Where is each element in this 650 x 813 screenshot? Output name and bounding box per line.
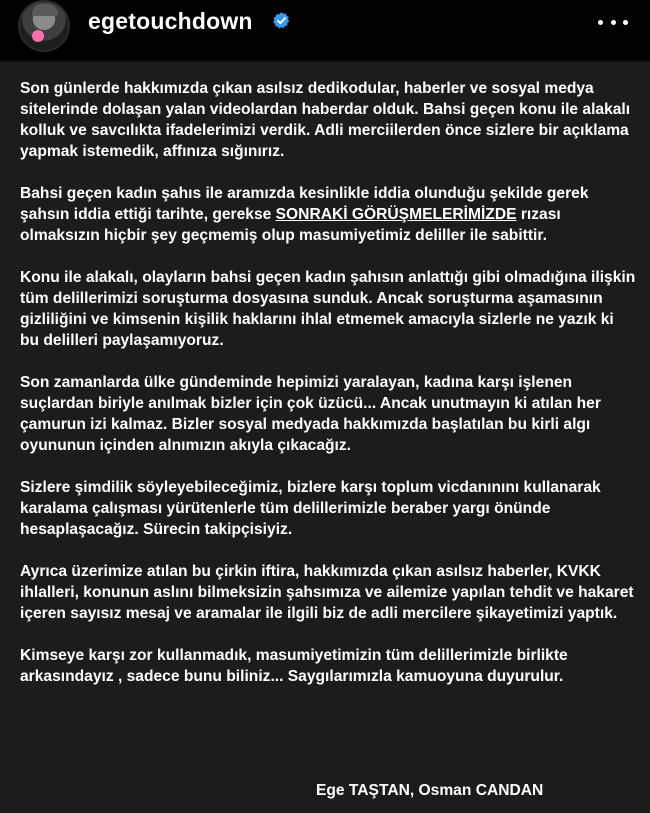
avatar-cap-shape bbox=[32, 4, 58, 16]
profile-avatar[interactable] bbox=[18, 0, 70, 52]
signature: Ege TAŞTAN, Osman CANDAN bbox=[316, 782, 544, 799]
verified-badge-icon bbox=[272, 11, 291, 30]
paragraph-1: Son günlerde hakkımızda çıkan asılsız dedikodular, haberler ve sosyal medya sitelerinde dolaşan yalan videolardan haberdar olduk. Bahsi geçen konu ile alakalı kolluk ve savcılıkta ifadelerimizi verdik. Adli merciilerden önce sizlere bir açıklama yapmak istemedik, affınıza sığınırız. bbox=[20, 80, 631, 160]
statement-text bbox=[20, 78, 636, 708]
more-dot-1 bbox=[598, 20, 603, 25]
paragraph-6: Ayrıca üzerimize atılan bu çirkin iftira, hakkımızda çıkan asılsız haberler, KVKK ihlalleri, konunun aslını bilmeksizin şahsımıza ve ailemize yapılan tehdit ve hakaret içeren sayısız mesaj ve aramalar ile ilgili biz de adli mercilere şikayetimizi yaptık. bbox=[20, 563, 634, 622]
paragraph-5: Sizlere şimdilik söyleyebileceğimiz, bizlere karşı toplum vicdanınını kullanarak karalama çalışması yürütenlerle tüm delillerimizle beraber yargı önünde hesaplaşacağız. Sürecin takipçisiyiz. bbox=[20, 479, 601, 538]
paragraph-2-end: rızası olmaksızın hiçbir şey geçmemiş olup masumiyetimiz deliller ile sabittir. bbox=[20, 206, 561, 244]
paragraph-7: Kimseye karşı zor kullanmadık, masumiyetimizin tüm delillerimizle birlikte arkasındayız , sadece bunu biliniz... Saygılarımızla kamuoyuna duyurulur. bbox=[20, 647, 568, 685]
paragraph-3: Konu ile alakalı, olayların bahsi geçen kadın şahısın anlattığı gibi olmadığına ilişkin tüm delillerimizi soruşturma dosyasına sunduk. Ancak soruşturma aşamasının gizliliğini ve kimsenin kişilik haklarını ihlal etmemek amacıyla sizlerle ne yazık ki bu delilleri paylaşamıyoruz. bbox=[20, 269, 636, 349]
paragraph-4: Son zamanlarda ülke gündeminde hepimizi yaralayan, kadına karşı işlenen suçlardan biriyle anılmak bizler için çok üzücü... Ancak unutmayın ki atılan her çamurun izi kalmaz. Bizler sosyal medyada hakkımızda başlatılan bu kirli algı oyununun içinden alnımızın akıyla çıkacağız. bbox=[20, 374, 601, 454]
avatar-bubble-shape bbox=[32, 30, 44, 42]
more-options-icon[interactable] bbox=[598, 16, 628, 28]
more-dot-3 bbox=[623, 20, 628, 25]
more-dot-2 bbox=[611, 20, 616, 25]
username-link[interactable]: egetouchdown bbox=[88, 8, 253, 34]
post-header bbox=[0, 0, 650, 60]
post-image bbox=[0, 62, 650, 813]
underlined-phrase: SONRAKİ GÖRÜŞMELERİMİZDE bbox=[275, 206, 517, 223]
paragraph-2-start: Bahsi geçen kadın şahıs ile aramızda kesinlikle iddia olunduğu şekilde gerek şahsın iddia ettiği tarihte, gerekse bbox=[20, 185, 589, 223]
paragraph-2 bbox=[20, 183, 636, 246]
